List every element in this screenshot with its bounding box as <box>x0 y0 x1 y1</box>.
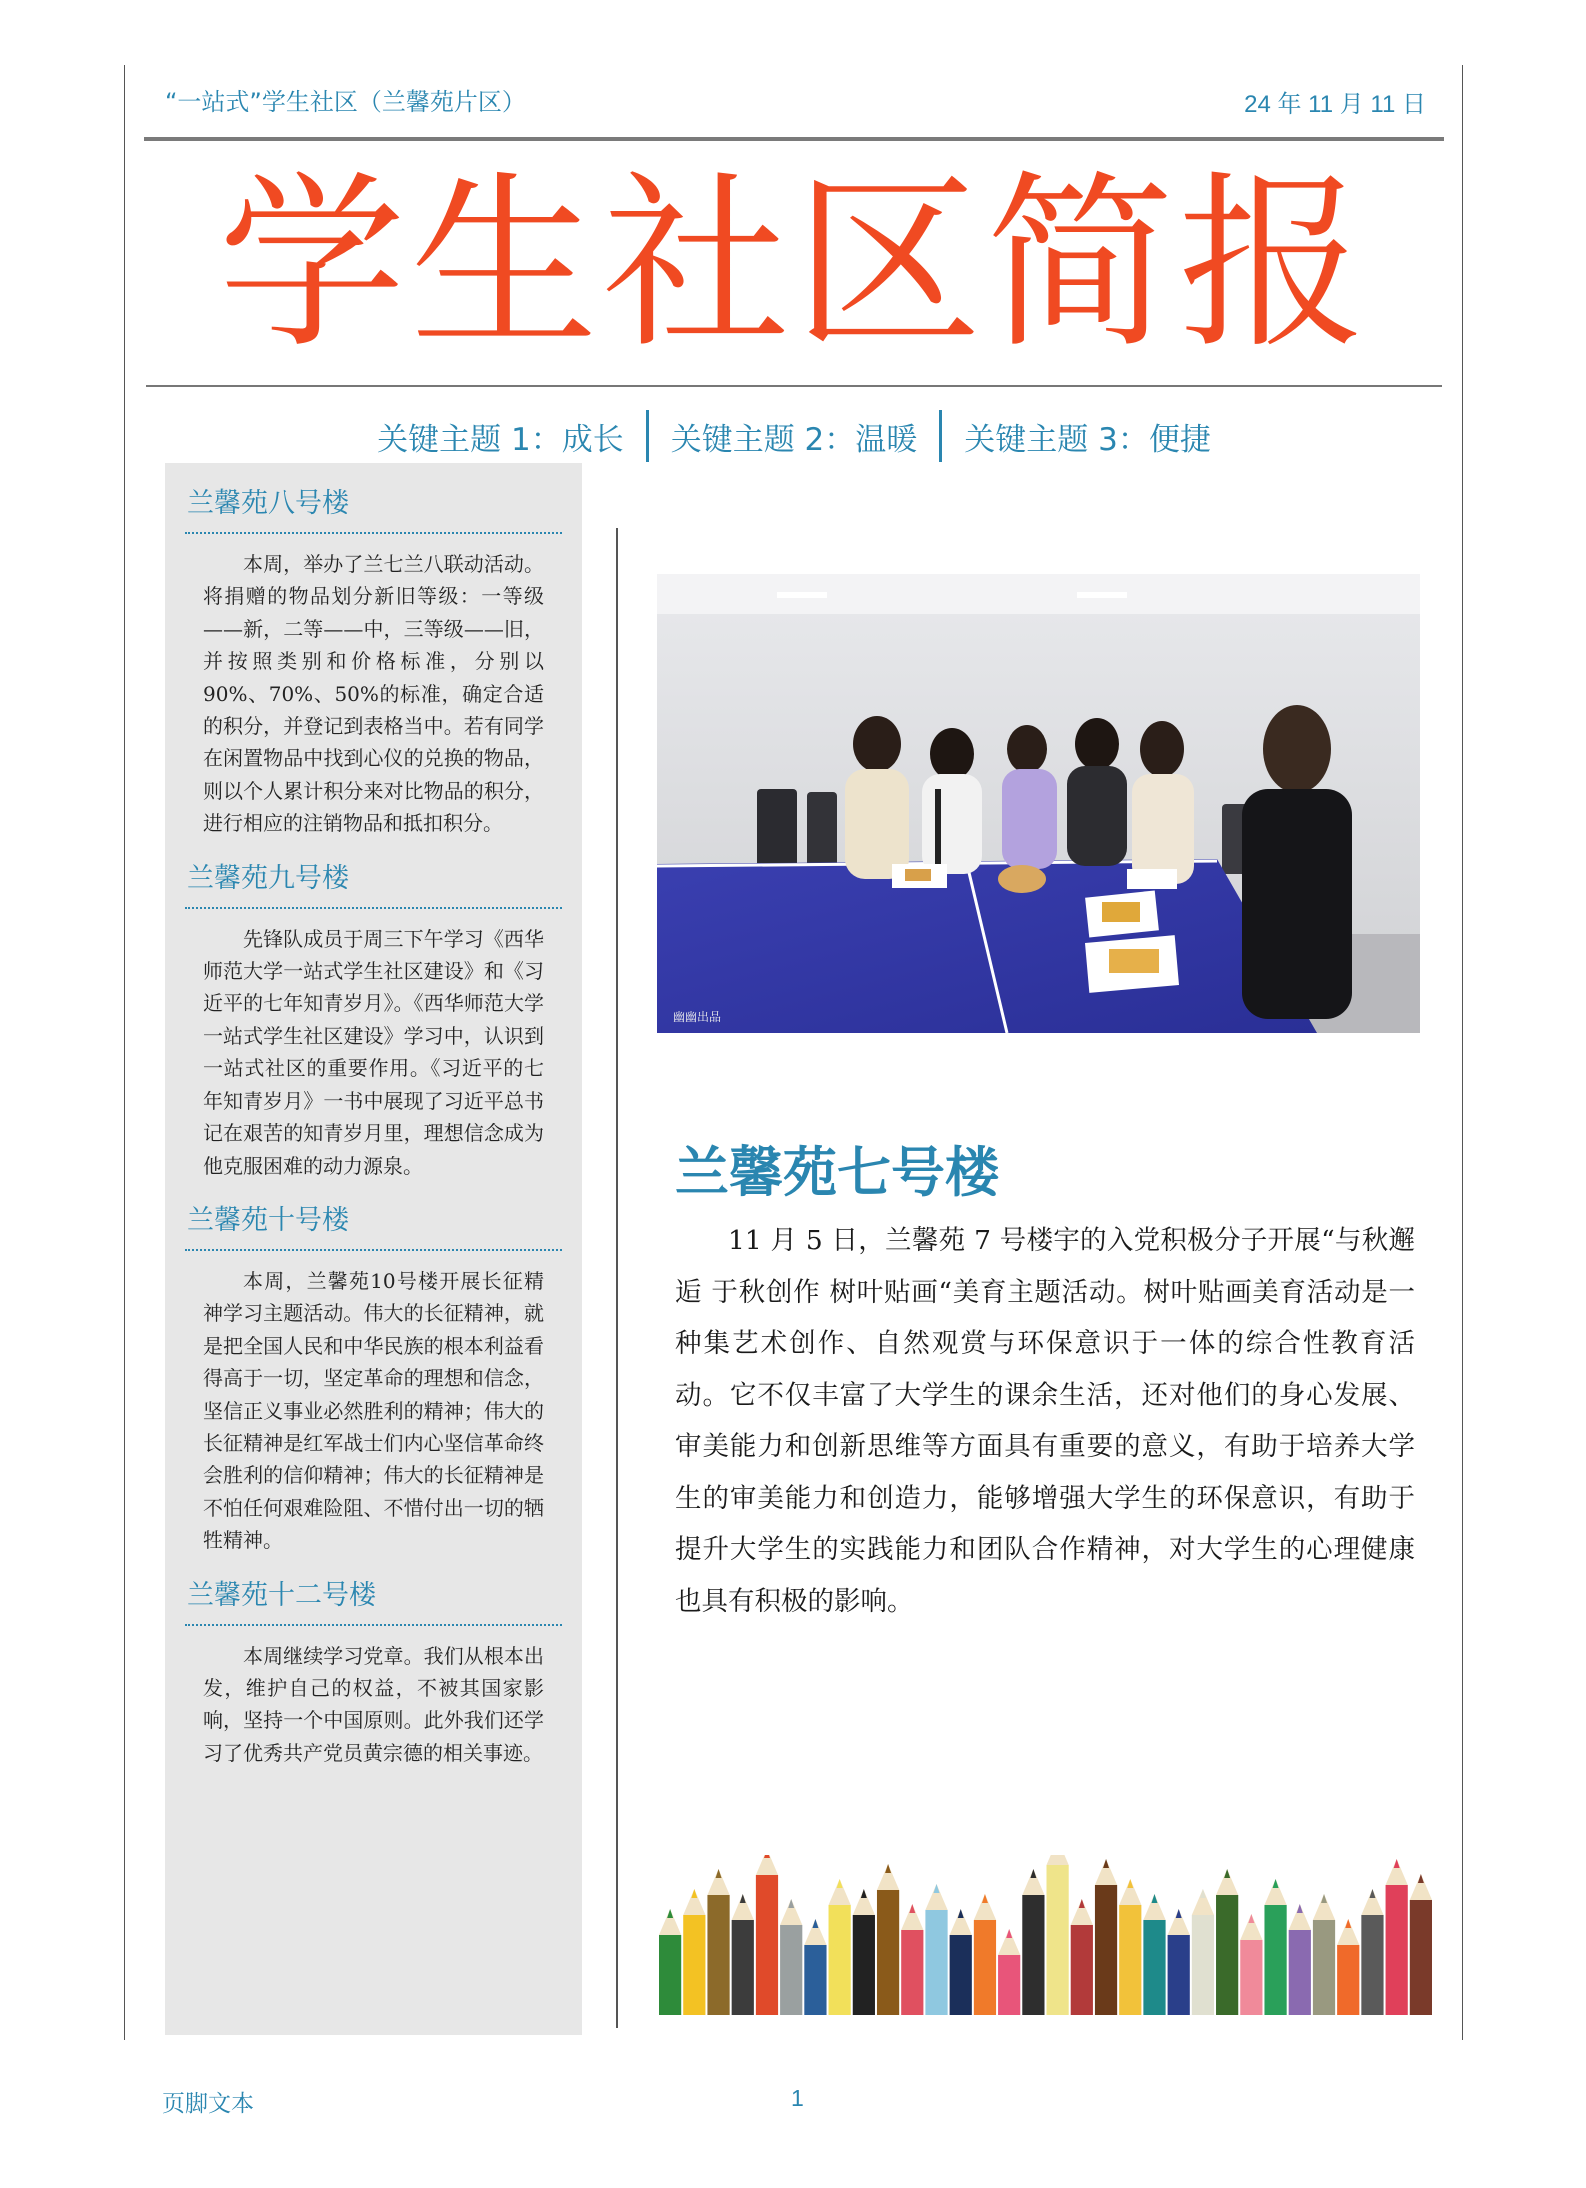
pencil <box>1192 1889 1214 2015</box>
pencil <box>1337 1919 1359 2015</box>
sidebar-section-building-12 <box>185 1573 562 1770</box>
pencil <box>1143 1894 1165 2015</box>
sidebar-heading: 兰馨苑九号楼 <box>185 856 562 909</box>
pencil <box>1071 1899 1093 2015</box>
pencil <box>1216 1869 1238 2015</box>
article-body: 11 月 5 日，兰馨苑 7 号楼宇的入党积极分子开展“与秋邂逅 于秋创作 树叶贴画“美育主题活动。树叶贴画美育活动是一种集艺术创作、自然观赏与环保意识于一体的综合性教育活动。它不仅丰富了大学生的课余生活，还对他们的身心发展、审美能力和创新思维等方面具有重要的意义，有助于培养大学生的审美能力和创造力，能够增强大学生的环保意识，有助于提升大学生的实践能力和团队合作精神，对大学生的心理健康也具有积极的影响。 <box>675 1225 1415 1617</box>
pencil <box>925 1884 947 2015</box>
theme-3: 关键主题 3：便捷 <box>964 421 1211 458</box>
colored-pencils-decoration <box>658 1855 1433 2015</box>
pencil <box>1240 1914 1262 2015</box>
footer-text: 页脚文本 <box>162 2091 254 2117</box>
pencil <box>1264 1879 1286 2015</box>
pencil <box>1289 1904 1311 2015</box>
pencil <box>1047 1855 1069 2015</box>
key-themes-bar <box>144 408 1444 464</box>
activity-photo <box>657 574 1420 1033</box>
pencil <box>1095 1859 1117 2015</box>
header-rule <box>144 137 1444 141</box>
sidebar <box>165 463 582 2035</box>
pencil <box>683 1889 705 2015</box>
header-community-name: “一站式”学生社区（兰馨苑片区） <box>165 88 526 116</box>
pencil <box>1022 1869 1044 2015</box>
sidebar-heading: 兰馨苑八号楼 <box>185 481 562 534</box>
sidebar-body: 本周，举办了兰七兰八联动活动。将捐赠的物品划分新旧等级：一等级——新，二等——中，三等级——旧，并按照类别和价格标准，分别以90%、70%、50%的标准，确定合适的积分，并登记到表格当中。若有同学在闲置物品中找到心仪的兑换的物品，则以个人累计积分来对比物品的积分，进行相应的注销物品和抵扣积分。 <box>203 552 544 836</box>
sidebar-body: 先锋队成员于周三下午学习《西华师范大学一站式学生社区建设》和《习近平的七年知青岁月》。《西华师范大学一站式学生社区建设》学习中，认识到一站式社区的重要作用。《习近平的七年知青岁月》一书中展现了习近平总书记在艰苦的知青岁月里，理想信念成为他克服困难的动力源泉。 <box>203 926 544 1178</box>
sidebar-section-building-10 <box>185 1198 562 1557</box>
sidebar-body: 本周继续学习党章。我们从根本出发，维护自己的权益，不被其国家影响，坚持一个中国原则。此外我们还学习了优秀共产党员黄宗德的相关事迹。 <box>203 1643 544 1765</box>
pencil <box>1313 1894 1335 2015</box>
pencil <box>1361 1889 1383 2015</box>
photo-watermark: 幽幽出品 <box>673 1010 722 1024</box>
masthead-rule <box>146 385 1442 387</box>
pencil <box>829 1879 851 2015</box>
pencil <box>853 1889 875 2015</box>
sidebar-body: 本周，兰馨苑10号楼开展长征精神学习主题活动。伟大的长征精神，就是把全国人民和中华民族的根本利益看得高于一切，坚定革命的理想和信念，坚信正义事业必然胜利的精神；伟大的长征精神是红军战士们内心坚信革命终会胜利的信仰精神；伟大的长征精神是不怕任何艰难险阻、不惜付出一切的牺牲精神。 <box>203 1268 544 1553</box>
theme-2: 关键主题 2：温暖 <box>670 421 918 458</box>
pencil <box>998 1929 1020 2015</box>
pencil <box>804 1919 826 2015</box>
theme-1: 关键主题 1：成长 <box>377 421 624 458</box>
column-divider <box>616 528 618 2028</box>
sidebar-section-building-8 <box>185 481 562 840</box>
pencil <box>659 1909 681 2015</box>
pencil <box>732 1894 754 2015</box>
pencil <box>1119 1879 1141 2015</box>
pencil <box>756 1855 778 2015</box>
page-border-left <box>124 65 125 2040</box>
pencil <box>974 1894 996 2015</box>
sidebar-section-building-9 <box>185 856 562 1182</box>
pencil <box>1168 1909 1190 2015</box>
pencil <box>780 1899 802 2015</box>
activity-photo-illustration <box>657 574 1420 1033</box>
article-title: 兰馨苑七号楼 <box>675 1140 999 1204</box>
sidebar-heading: 兰馨苑十号楼 <box>185 1198 562 1251</box>
pencil <box>1410 1874 1432 2015</box>
sidebar-heading: 兰馨苑十二号楼 <box>185 1573 562 1626</box>
pencil <box>901 1904 923 2015</box>
pencil <box>877 1864 899 2015</box>
masthead-title: 学生社区简报 <box>218 155 1370 374</box>
pencil <box>950 1909 972 2015</box>
pencil <box>707 1869 729 2015</box>
page-number: 1 <box>791 2085 804 2111</box>
header-date: 24 年 11 月 11 日 <box>1244 91 1426 118</box>
pencil <box>1386 1859 1408 2015</box>
page-border-right <box>1462 65 1463 2040</box>
